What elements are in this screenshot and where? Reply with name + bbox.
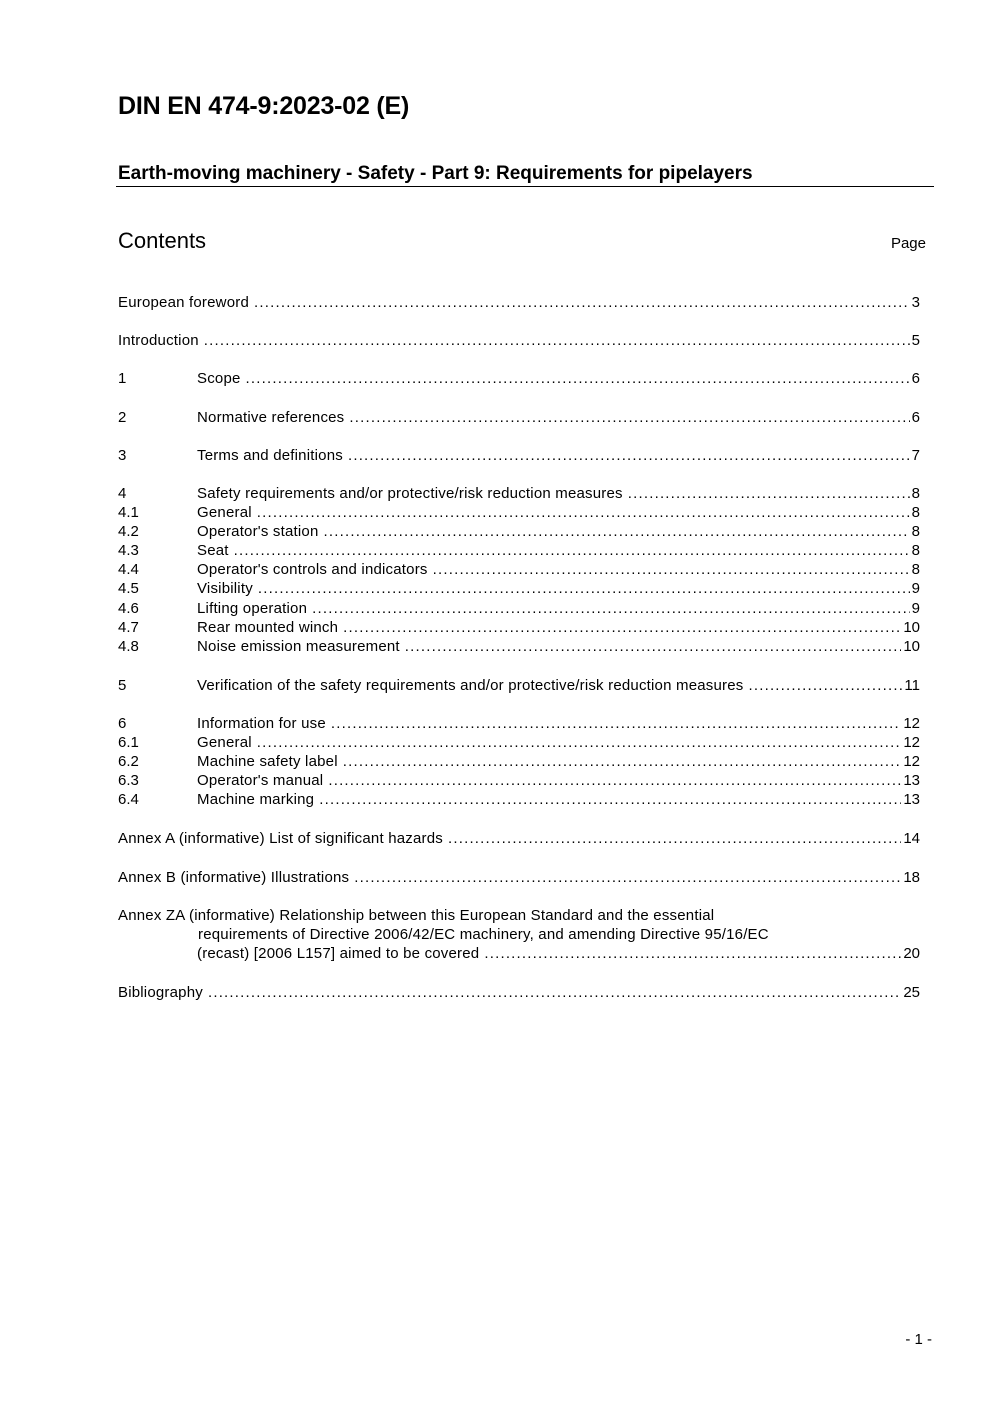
toc-leader-dots	[349, 408, 909, 427]
toc-title: Terms and definitions	[197, 447, 343, 464]
toc-title: Operator's manual	[197, 772, 324, 789]
toc-section-number: 2	[118, 409, 127, 426]
toc-title: Machine safety label	[197, 753, 338, 770]
toc-entry-safety-requirements[interactable]	[197, 484, 920, 503]
toc-section-number: 4	[118, 485, 127, 502]
toc-page-number: 9	[911, 580, 920, 597]
toc-title: Noise emission measurement	[197, 638, 400, 655]
toc-title: Annex A (informative) List of significant hazards	[118, 830, 443, 847]
toc-page-number: 8	[911, 504, 920, 521]
toc-entry-general[interactable]	[197, 503, 920, 522]
toc-title: Operator's controls and indicators	[197, 561, 428, 578]
document-header: DIN EN 474-9:2023-02 (E)	[118, 92, 410, 120]
toc-leader-dots	[234, 541, 910, 560]
toc-page-number: 13	[903, 791, 920, 808]
toc-section-number: 4.7	[118, 619, 139, 636]
toc-title: General	[197, 504, 252, 521]
toc-page-number: 8	[911, 485, 920, 502]
toc-entry-lifting-operation[interactable]	[197, 599, 920, 618]
toc-leader-dots	[748, 676, 902, 695]
toc-page-number: 20	[903, 945, 920, 962]
toc-leader-dots	[257, 503, 910, 522]
toc-title: Safety requirements and/or protective/risk reduction measures	[197, 485, 623, 502]
toc-leader-dots	[312, 599, 910, 618]
toc-leader-dots	[433, 560, 910, 579]
footer-page-number: - 1 -	[905, 1331, 932, 1348]
toc-entry-visibility[interactable]	[197, 579, 920, 598]
toc-entry-operators-station[interactable]	[197, 522, 920, 541]
toc-leader-dots	[628, 484, 910, 503]
toc-leader-dots	[448, 829, 901, 848]
toc-entry-machine-safety-label[interactable]	[197, 752, 920, 771]
toc-section-number: 6	[118, 715, 127, 732]
toc-leader-dots	[204, 331, 910, 350]
toc-title: Introduction	[118, 332, 199, 349]
toc-title: Verification of the safety requirements and/or protective/risk reduction measures	[197, 677, 744, 694]
toc-title: (recast) [2006 L157] aimed to be covered	[197, 945, 480, 962]
toc-entry-annex-b[interactable]	[118, 868, 920, 887]
toc-page-number: 25	[903, 984, 920, 1001]
toc-leader-dots	[208, 983, 901, 1002]
toc-title: Lifting operation	[197, 600, 308, 617]
contents-heading: Contents	[118, 228, 207, 253]
toc-title: Seat	[197, 542, 229, 559]
toc-leader-dots	[328, 771, 901, 790]
toc-page-number: 6	[911, 370, 920, 387]
toc-entry-noise-emission[interactable]	[197, 637, 920, 656]
toc-title: Scope	[197, 370, 241, 387]
toc-leader-dots	[246, 369, 910, 388]
toc-section-number: 4.6	[118, 600, 139, 617]
document-title: Earth-moving machinery - Safety - Part 9: Requirements for pipelayers	[118, 163, 753, 184]
toc-title: Visibility	[197, 580, 253, 597]
toc-page-number: 3	[911, 294, 920, 311]
toc-section-number: 4.2	[118, 523, 139, 540]
toc-title: Information for use	[197, 715, 326, 732]
page-column-label: Page	[890, 235, 926, 252]
toc-entry-general-info[interactable]	[197, 733, 920, 752]
toc-entry-annex-za[interactable]	[197, 944, 920, 963]
toc-leader-dots	[354, 868, 901, 887]
toc-entry-information-for-use[interactable]	[197, 714, 920, 733]
toc-annex-za-line-1[interactable]: Annex ZA (informative) Relationship between this European Standard and the essential	[118, 907, 715, 924]
toc-entry-machine-marking[interactable]	[197, 790, 920, 809]
toc-section-number: 5	[118, 677, 127, 694]
toc-entry-operators-controls[interactable]	[197, 560, 920, 579]
toc-leader-dots	[254, 293, 910, 312]
toc-page-number: 8	[911, 561, 920, 578]
toc-title: Annex B (informative) Illustrations	[118, 869, 350, 886]
toc-page-number: 6	[911, 409, 920, 426]
toc-entry-rear-mounted-winch[interactable]	[197, 618, 920, 637]
toc-section-number: 4.1	[118, 504, 139, 521]
toc-entry-introduction[interactable]	[118, 331, 920, 350]
toc-entry-operators-manual[interactable]	[197, 771, 920, 790]
toc-leader-dots	[319, 790, 901, 809]
toc-section-number: 1	[118, 370, 127, 387]
toc-entry-bibliography[interactable]	[118, 983, 920, 1002]
toc-leader-dots	[258, 579, 910, 598]
toc-title: Bibliography	[118, 984, 203, 1001]
toc-title: General	[197, 734, 252, 751]
toc-page-number: 8	[911, 523, 920, 540]
toc-leader-dots	[331, 714, 901, 733]
toc-page-number: 8	[911, 542, 920, 559]
toc-title: European foreword	[118, 294, 249, 311]
toc-entry-foreword[interactable]	[118, 293, 920, 312]
toc-entry-scope[interactable]	[197, 369, 920, 388]
toc-entry-verification[interactable]	[197, 676, 920, 695]
toc-page-number: 7	[911, 447, 920, 464]
toc-page-number: 12	[903, 734, 920, 751]
toc-entry-terms-definitions[interactable]	[197, 446, 920, 465]
toc-leader-dots	[343, 618, 901, 637]
toc-page-number: 10	[903, 638, 920, 655]
toc-title: Normative references	[197, 409, 345, 426]
toc-section-number: 6.1	[118, 734, 139, 751]
toc-leader-dots	[348, 446, 910, 465]
toc-annex-za-line-2[interactable]: requirements of Directive 2006/42/EC machinery, and amending Directive 95/16/EC	[198, 926, 769, 943]
toc-section-number: 6.3	[118, 772, 139, 789]
toc-section-number: 6.2	[118, 753, 139, 770]
toc-leader-dots	[343, 752, 902, 771]
toc-page-number: 9	[911, 600, 920, 617]
toc-leader-dots	[405, 637, 902, 656]
toc-title: Rear mounted winch	[197, 619, 339, 636]
toc-page-number: 12	[903, 753, 920, 770]
toc-page-number: 12	[903, 715, 920, 732]
toc-section-number: 4.8	[118, 638, 139, 655]
toc-leader-dots	[484, 944, 901, 963]
toc-section-number: 4.4	[118, 561, 139, 578]
toc-section-number: 3	[118, 447, 127, 464]
toc-leader-dots	[324, 522, 910, 541]
toc-entry-seat[interactable]	[197, 541, 920, 560]
toc-page-number: 13	[903, 772, 920, 789]
toc-section-number: 4.3	[118, 542, 139, 559]
toc-title: Machine marking	[197, 791, 315, 808]
toc-page-number: 14	[903, 830, 920, 847]
toc-page-number: 11	[904, 677, 920, 694]
toc-title: Operator's station	[197, 523, 319, 540]
toc-page-number: 5	[911, 332, 920, 349]
toc-page-number: 10	[903, 619, 920, 636]
toc-section-number: 4.5	[118, 580, 139, 597]
toc-entry-normative-references[interactable]	[197, 408, 920, 427]
toc-leader-dots	[257, 733, 902, 752]
toc-page-number: 18	[903, 869, 920, 886]
toc-section-number: 6.4	[118, 791, 139, 808]
toc-entry-annex-a[interactable]	[118, 829, 920, 848]
